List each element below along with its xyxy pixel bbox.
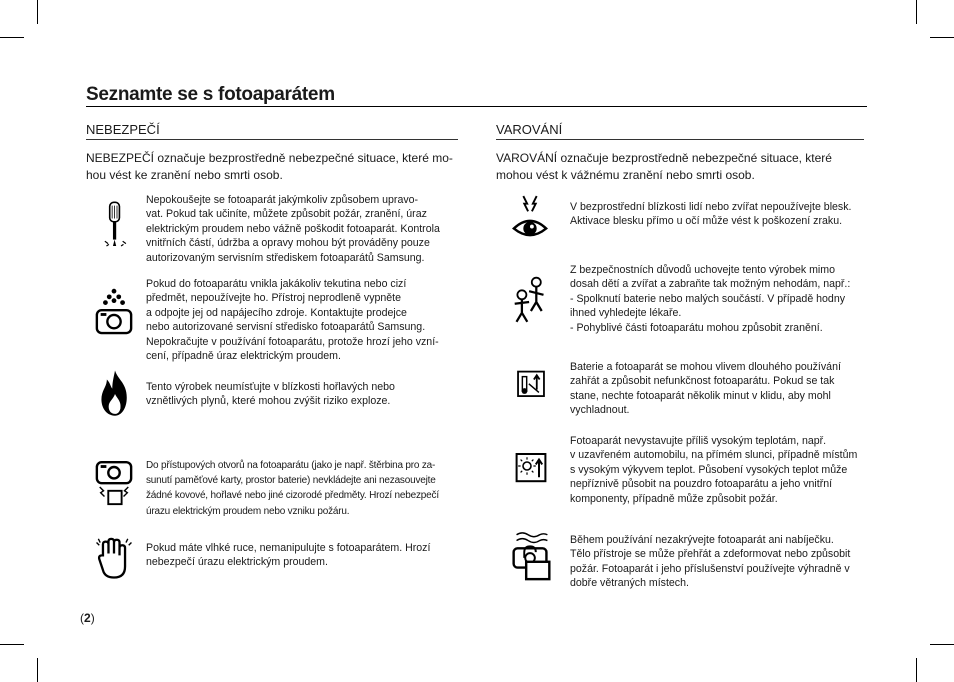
page-title: Seznamte se s fotoaparátem xyxy=(86,84,867,107)
camera-liquid-icon xyxy=(94,285,134,343)
danger-intro: NEBEZPEČÍ označuje bezprostředně nebezpečné situace, které mo- hou vést ke zranění nebo smrti osob. xyxy=(86,151,453,182)
crop-mark xyxy=(930,37,954,38)
danger-item xyxy=(94,537,460,587)
warning-item xyxy=(510,434,870,510)
danger-section xyxy=(86,122,458,183)
warning-item-text: Baterie a fotoaparát se mohou vlivem dlouhého používání zahřát a způsobit nefunkčnost fotoaparátu. Pokud se tak stane, nechte fotoaparát několik minut v klidu, aby mohl vychladnout. xyxy=(570,361,841,417)
warning-heading: VAROVÁNÍ xyxy=(496,122,864,140)
heat-battery-icon xyxy=(510,368,552,404)
screwdriver-icon xyxy=(100,199,134,251)
danger-item-text: Tento výrobek neumísťujte v blízkosti hořlavých nebo vznětlivých plynů, které mohou zvýšit riziko exploze. xyxy=(146,381,395,408)
warning-item-text: V bezprostřední blízkosti lidí nebo zvířat nepoužívejte blesk. Aktivace blesku přímo u očí může vést k poškození zraku. xyxy=(570,201,852,228)
flame-icon xyxy=(96,366,134,422)
danger-item-text: Do přístupových otvorů na fotoaparátu (jako je např. štěrbina pro za- sunutí paměťové karty, prostor baterie) nevkládejte ani nezasouvejte žádné kovové, hořlavé nebo jiné cizorodé předměty. Hrozí nebezpečí úrazu elektrickým proudem nebo vzniku požáru. xyxy=(146,460,439,517)
danger-item xyxy=(100,193,460,273)
children-icon xyxy=(510,275,550,329)
camera-slot-icon xyxy=(94,458,134,516)
crop-mark xyxy=(0,644,24,645)
danger-item-text: Pokud do fotoaparátu vnikla jakákoliv tekutina nebo cizí předmět, nepoužívejte ho. Přístroj neprodleně vypněte a odpojte jej od napájecího zdroje. Kontaktujte prodejce nebo autorizované servisní středisko fotoaparátů Samsung. Nepokračujte v používání fotoaparátu, protože hrozí jeho vzní- cení, případně úraz elektrickým proudem. xyxy=(146,278,439,363)
warning-item-text: Během používání nezakrývejte fotoaparát ani nabíječku. Tělo přístroje se může přehřát a zdeformovat nebo způsobit požár. Fotoaparát i jeho příslušenství používejte výhradně v dobře větraných místech. xyxy=(570,534,851,590)
crop-mark xyxy=(37,658,38,682)
danger-item xyxy=(94,458,460,528)
warning-item xyxy=(510,263,870,339)
warning-item xyxy=(510,194,870,244)
danger-item-text: Nepokoušejte se fotoaparát jakýmkoliv způsobem upravo- vat. Pokud tak učiníte, můžete způsobit požár, zranění, úraz elektrickým proudem nebo vážně poškodit fotoaparát. Kontrola vnitřních částí, údržba a opravy mohou být prováděny pouze autorizovaným servisním střediskem fotoaparátů Samsung. xyxy=(146,194,440,264)
crop-mark xyxy=(916,0,917,24)
page-number: (2) xyxy=(80,611,95,625)
crop-mark xyxy=(916,658,917,682)
danger-heading: NEBEZPEČÍ xyxy=(86,122,458,140)
warning-item-text: Z bezpečnostních důvodů uchovejte tento výrobek mimo dosah dětí a zvířat a zabraňte tak možným nehodám, např.: - Spolknutí baterie nebo malých součástí. V případě hodny ihned vyhledejte lékaře. - Pohyblivé části fotoaparátu mohou způsobit zranění. xyxy=(570,264,851,334)
warning-item xyxy=(510,529,870,593)
sun-heat-icon xyxy=(510,450,552,490)
warning-item-text: Fotoaparát nevystavujte příliš vysokým teplotám, např. v uzavřeném automobilu, na přímém slunci, případně místům s vysokým výkyvem teplot. Působení vysokých teplot může nepříznivě působit na pouzdro fotoaparátu a jeho vnitřní komponenty, případně může způsobit požár. xyxy=(570,435,858,505)
warning-intro: VAROVÁNÍ označuje bezprostředně nebezpečné situace, které mohou vést k vážnému zranění nebo smrti osob. xyxy=(496,151,832,182)
covered-camera-icon xyxy=(510,529,552,583)
crop-mark xyxy=(37,0,38,24)
danger-item xyxy=(94,277,460,367)
crop-mark xyxy=(0,37,24,38)
flash-eye-icon xyxy=(510,194,550,242)
wet-hand-icon xyxy=(94,537,134,583)
danger-item xyxy=(96,366,460,426)
page-number-value: 2 xyxy=(84,611,91,625)
warning-item xyxy=(510,360,870,420)
crop-mark xyxy=(930,644,954,645)
warning-section xyxy=(496,122,864,183)
danger-item-text: Pokud máte vlhké ruce, nemanipulujte s fotoaparátem. Hrozí nebezpečí úrazu elektrickým proudem. xyxy=(146,542,431,569)
